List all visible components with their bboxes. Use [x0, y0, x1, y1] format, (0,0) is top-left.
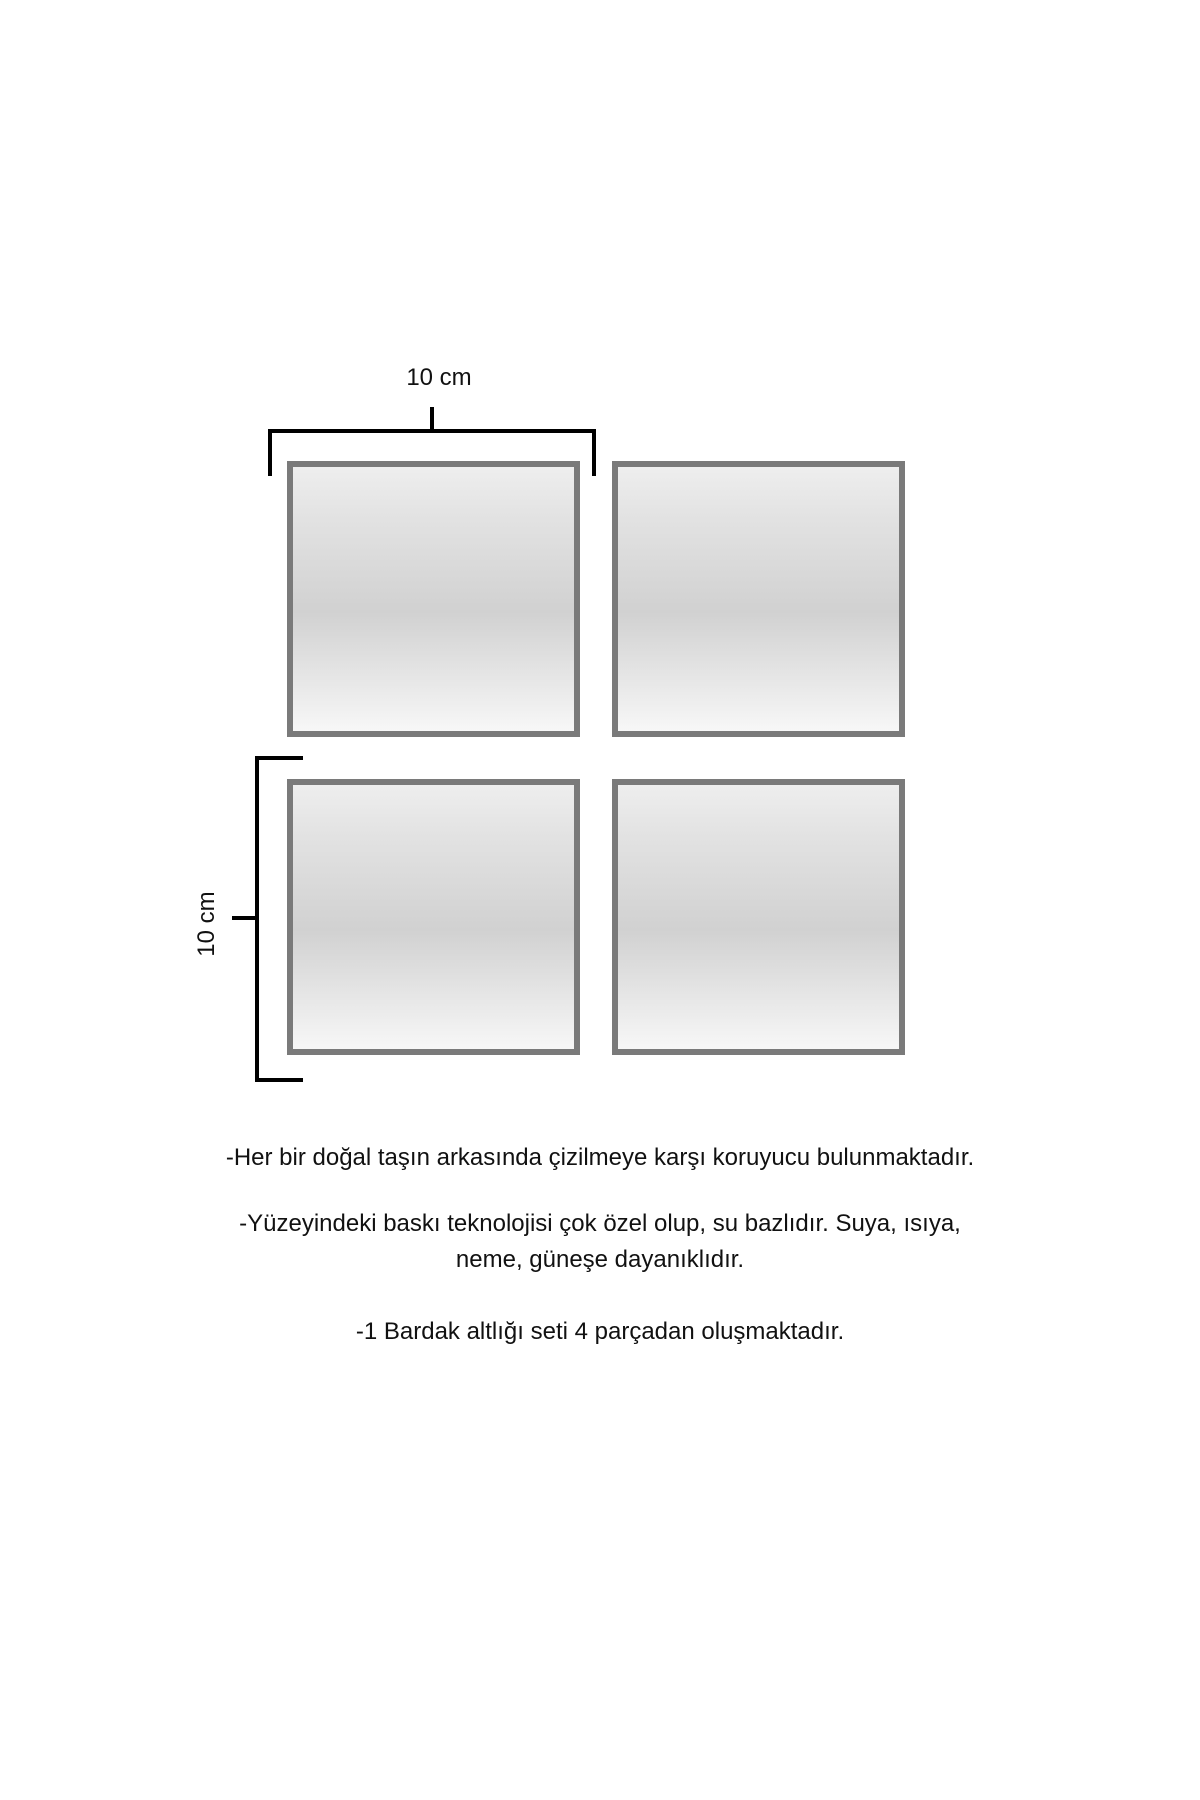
- width-bracket-right-end: [592, 429, 596, 476]
- product-notes: [0, 1140, 1200, 1350]
- width-bracket-left-end: [268, 429, 272, 476]
- note-print-technology: -Yüzeyindeki baskı teknolojisi çok özel olup, su bazlıdır. Suya, ısıya,: [239, 1210, 961, 1237]
- width-dimension-label: 10 cm: [406, 364, 472, 391]
- height-bracket-top-end: [255, 756, 303, 760]
- coaster-tile-bottom-right: [612, 779, 905, 1055]
- height-bracket-tick: [232, 916, 257, 920]
- coaster-tile-bottom-left: [287, 779, 580, 1055]
- note-set-contents: -1 Bardak altlığı seti 4 parçadan oluşmaktadır.: [355, 1318, 845, 1345]
- coaster-tile-top-left: [287, 461, 580, 737]
- note-protector: -Her bir doğal taşın arkasında çizilmeye karşı koruyucu bulunmaktadır.: [225, 1144, 975, 1171]
- width-bracket-bar: [268, 429, 596, 433]
- height-bracket-bottom-end: [255, 1078, 303, 1082]
- height-dimension-label: 10 cm: [193, 891, 220, 957]
- coaster-tile-top-right: [612, 461, 905, 737]
- note-durability: neme, güneşe dayanıklıdır.: [455, 1246, 745, 1273]
